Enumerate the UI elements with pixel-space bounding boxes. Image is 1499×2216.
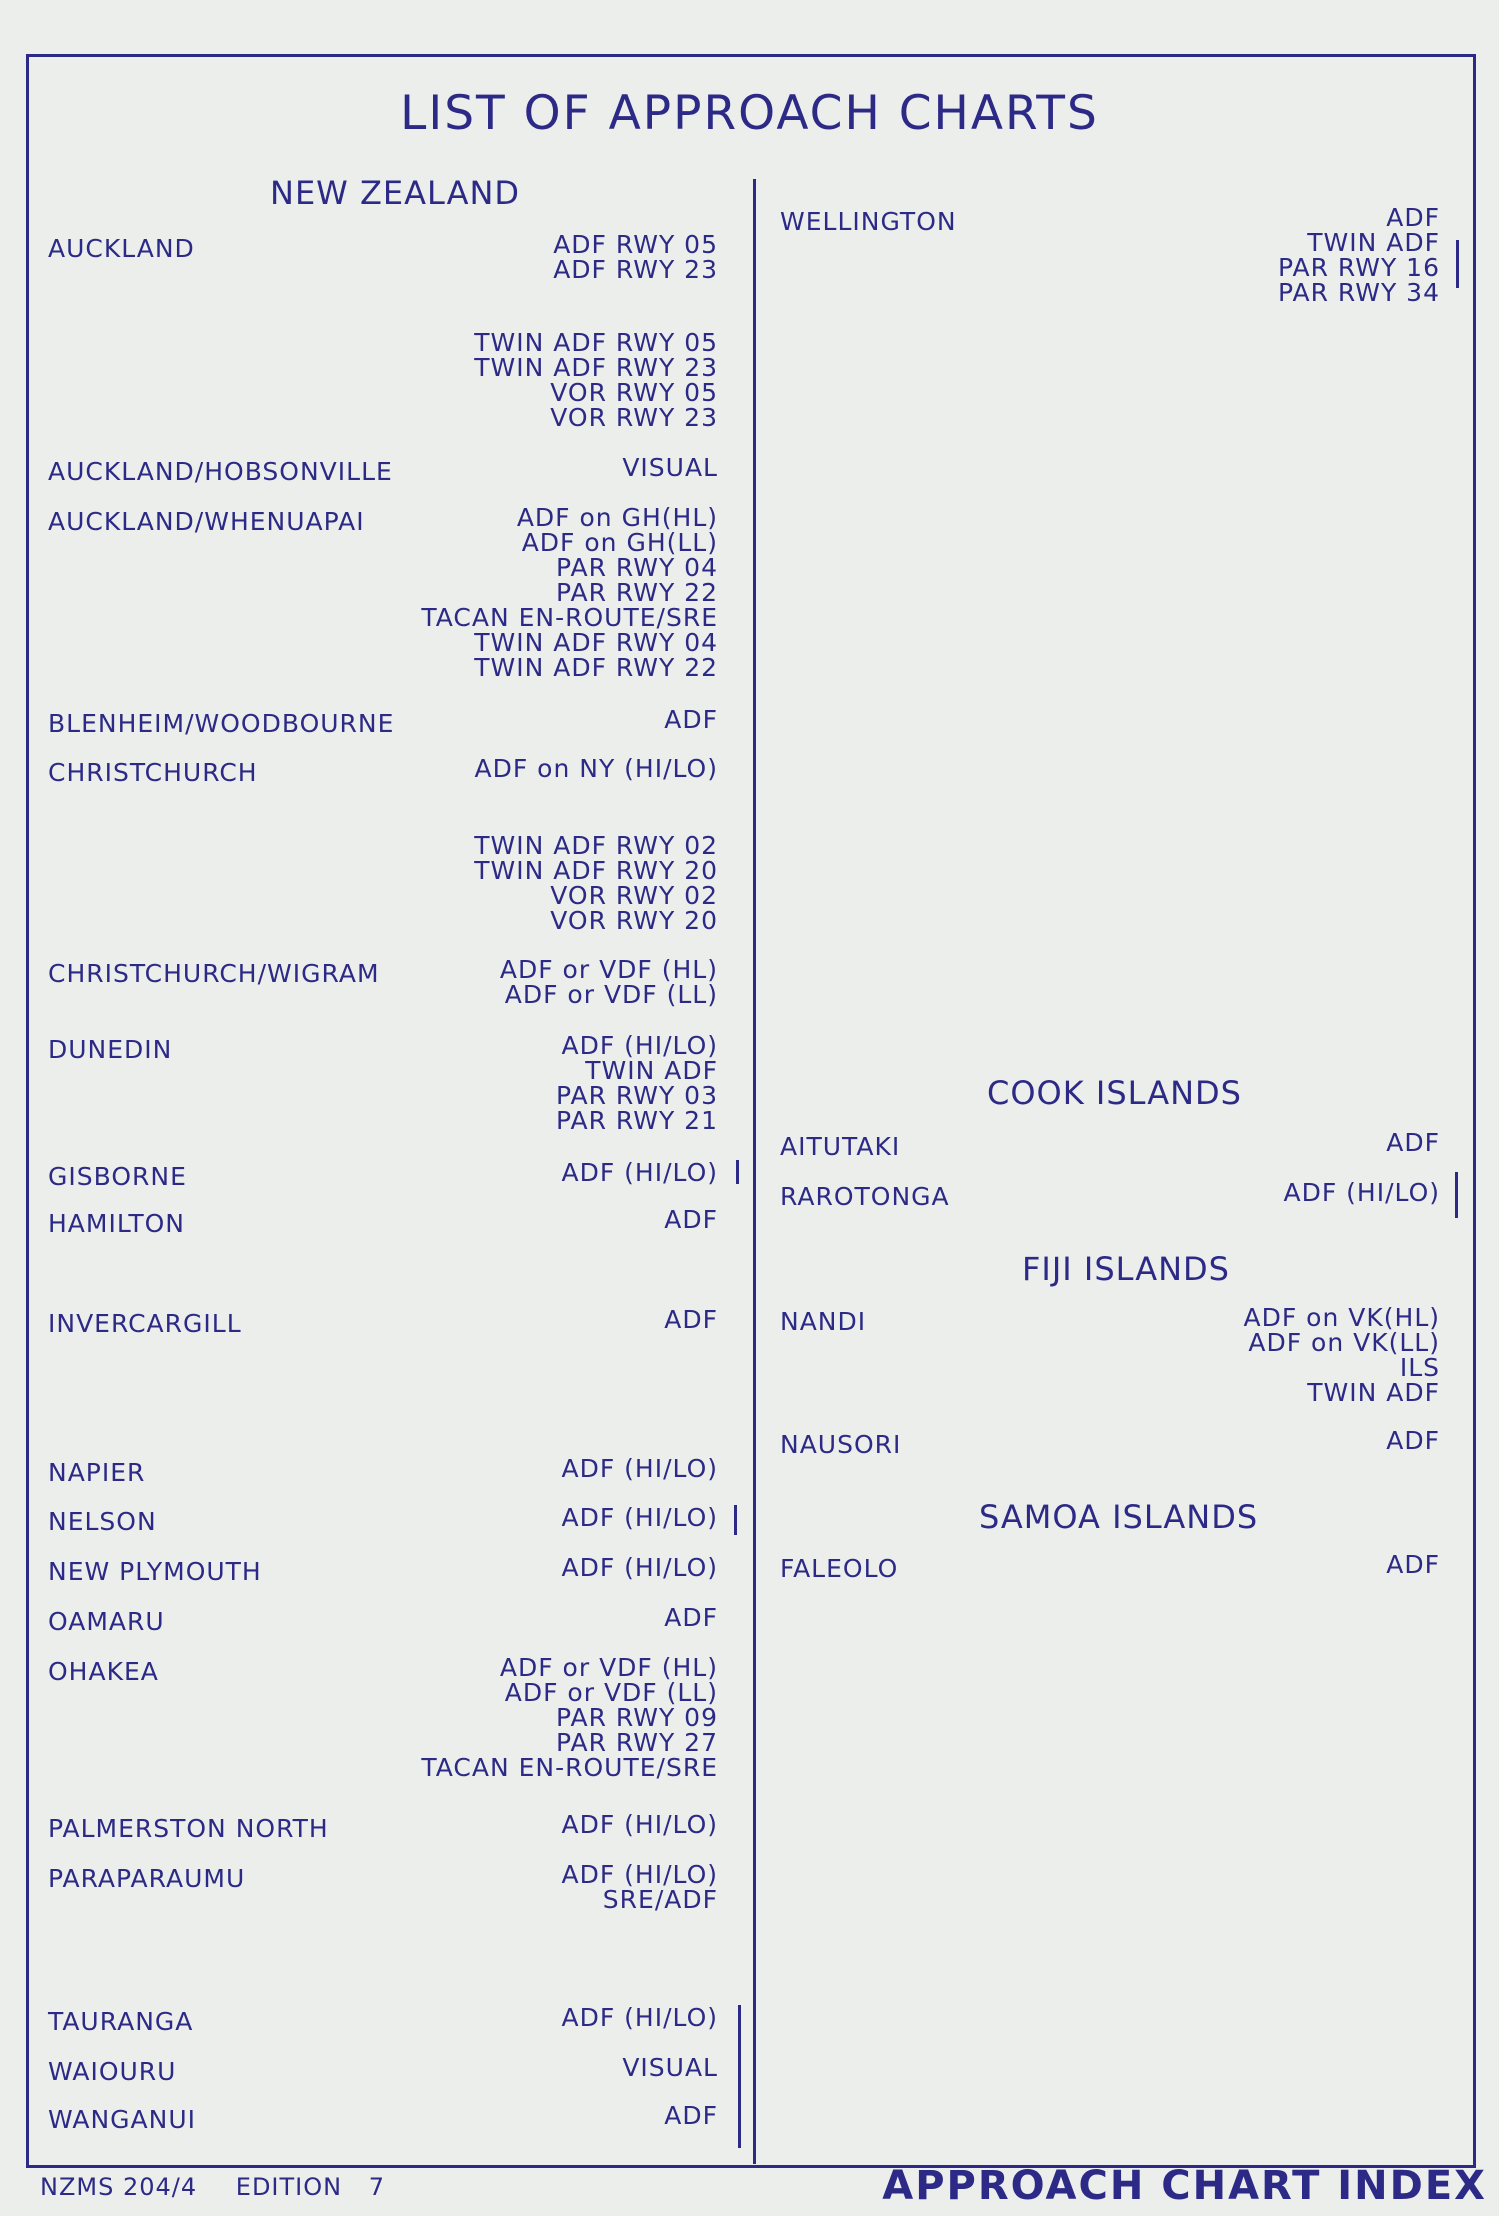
procedure-item: ADF RWY 05 [553, 230, 718, 259]
procedure-item: PAR RWY 16 [1277, 253, 1440, 282]
procedure-item: ADF [1386, 1128, 1440, 1157]
left-procedure-list [556, 1033, 718, 1133]
series-number: NZMS 204/4 [40, 2173, 198, 2201]
procedure-item: TWIN ADF [585, 1056, 718, 1085]
procedure-item: TWIN ADF RWY 20 [474, 856, 718, 885]
edition-label: EDITION [235, 2173, 343, 2201]
procedure-item: ADF [664, 1603, 718, 1632]
left-procedure-list [421, 505, 718, 680]
procedure-item: ADF [664, 705, 718, 734]
procedure-item: PAR RWY 34 [1277, 278, 1440, 307]
left-airport-name: WANGANUI [48, 2105, 197, 2134]
left-procedure-list [664, 707, 718, 732]
revision-bar-gisborne [736, 1160, 739, 1184]
page-title: LIST OF APPROACH CHARTS [400, 86, 1099, 141]
procedure-item: ADF (HI/LO) [561, 1553, 718, 1582]
left-airport-name: NEW PLYMOUTH [48, 1557, 262, 1586]
procedure-item: ADF on VK(HL) [1243, 1303, 1440, 1332]
left-procedure-list [553, 232, 718, 282]
procedure-item: ADF or VDF (HL) [499, 1653, 718, 1682]
procedure-item: ADF or VDF (HL) [499, 955, 718, 984]
procedure-item: ADF (HI/LO) [561, 2003, 718, 2032]
procedure-item: VISUAL [622, 453, 718, 482]
procedure-item: ADF [1386, 1550, 1440, 1579]
procedure-item: TWIN ADF [1307, 1378, 1440, 1407]
procedure-item: TWIN ADF RWY 05 [474, 328, 718, 357]
left-airport-name: TAURANGA [48, 2007, 194, 2036]
left-procedure-list [562, 1812, 719, 1837]
procedure-item: TWIN ADF RWY 04 [474, 628, 718, 657]
left-procedure-list [500, 957, 718, 1007]
section-samoa-islands: SAMOA ISLANDS [979, 1498, 1259, 1536]
left-airport-name: OHAKEA [48, 1657, 159, 1686]
procedure-item: VOR RWY 05 [550, 378, 718, 407]
procedure-item: ADF (HI/LO) [1283, 1178, 1440, 1207]
left-airport-name: PALMERSTON NORTH [48, 1814, 329, 1843]
left-procedure-list [474, 756, 718, 781]
right-airport-name: NAUSORI [780, 1430, 902, 1459]
index-title: APPROACH CHART INDEX [882, 2163, 1487, 2209]
right-procedure-list [1244, 1305, 1441, 1405]
procedure-item: ADF (HI/LO) [561, 1860, 718, 1889]
procedure-item: ADF (HI/LO) [561, 1158, 718, 1187]
procedure-item: VOR RWY 20 [550, 906, 718, 935]
left-procedure-list [562, 2005, 719, 2030]
procedure-item: TWIN ADF RWY 02 [474, 831, 718, 860]
procedure-item: PAR RWY 09 [555, 1703, 718, 1732]
procedure-item: PAR RWY 04 [555, 553, 718, 582]
page-border [26, 54, 1476, 2168]
left-procedure-list [562, 1456, 719, 1481]
procedure-item: ADF (HI/LO) [561, 1810, 718, 1839]
procedure-item: ADF (HI/LO) [561, 1031, 718, 1060]
left-procedure-list [421, 1655, 718, 1780]
left-procedure-list [664, 1605, 718, 1630]
left-airport-name: GISBORNE [48, 1162, 187, 1191]
procedure-item: ADF or VDF (LL) [504, 1678, 718, 1707]
left-airport-name: INVERCARGILL [48, 1309, 242, 1338]
column-divider [753, 179, 756, 2164]
procedure-item: ADF [1386, 1426, 1440, 1455]
revision-bar-tauranga-wanganui [738, 2005, 741, 2148]
left-procedure-list [664, 1307, 718, 1332]
procedure-item: ADF (HI/LO) [561, 1503, 718, 1532]
procedure-item: ADF [664, 1205, 718, 1234]
procedure-item: ADF (HI/LO) [561, 1454, 718, 1483]
section-fiji-islands: FIJI ISLANDS [1022, 1250, 1230, 1288]
procedure-item: ADF on GH(LL) [521, 528, 718, 557]
section-cook-islands: COOK ISLANDS [987, 1074, 1242, 1112]
left-procedure-list [664, 1207, 718, 1232]
left-procedure-list [474, 833, 718, 933]
procedure-item: PAR RWY 21 [555, 1106, 718, 1135]
left-procedure-list [622, 455, 718, 480]
procedure-item: PAR RWY 03 [555, 1081, 718, 1110]
left-airport-name: AUCKLAND/WHENUAPAI [48, 507, 365, 536]
procedure-item: TWIN ADF RWY 23 [474, 353, 718, 382]
edition-number: 7 [368, 2173, 386, 2201]
footer-series [40, 2173, 415, 2201]
right-airport-name: NANDI [780, 1307, 867, 1336]
procedure-item: ILS [1399, 1353, 1440, 1382]
left-airport-name: AUCKLAND [48, 234, 195, 263]
left-airport-name: CHRISTCHURCH/WIGRAM [48, 959, 380, 988]
left-airport-name: PARAPARAUMU [48, 1864, 246, 1893]
right-procedure-list [1386, 1130, 1440, 1155]
right-procedure-list [1386, 1428, 1440, 1453]
procedure-item: ADF [664, 2101, 718, 2130]
left-airport-name: OAMARU [48, 1607, 165, 1636]
left-airport-name: BLENHEIM/WOODBOURNE [48, 709, 395, 738]
procedure-item: VOR RWY 02 [550, 881, 718, 910]
right-procedure-list [1278, 205, 1440, 305]
left-airport-name: AUCKLAND/HOBSONVILLE [48, 457, 393, 486]
procedure-item: ADF or VDF (LL) [504, 980, 718, 1009]
right-airport-name: WELLINGTON [780, 207, 957, 236]
revision-bar-nelson [734, 1505, 737, 1535]
left-procedure-list [562, 1862, 719, 1912]
left-procedure-list [664, 2103, 718, 2128]
procedure-item: VISUAL [622, 2053, 718, 2082]
procedure-item: VOR RWY 23 [550, 403, 718, 432]
procedure-item: PAR RWY 22 [555, 578, 718, 607]
procedure-item: SRE/ADF [602, 1885, 718, 1914]
left-airport-name: NELSON [48, 1507, 157, 1536]
left-procedure-list [474, 330, 718, 430]
right-airport-name: AITUTAKI [780, 1132, 901, 1161]
procedure-item: TWIN ADF RWY 22 [474, 653, 718, 682]
left-airport-name: CHRISTCHURCH [48, 758, 258, 787]
procedure-item: TACAN EN-ROUTE/SRE [421, 1753, 718, 1782]
procedure-item: ADF on VK(LL) [1248, 1328, 1440, 1357]
procedure-item: ADF RWY 23 [553, 255, 718, 284]
revision-bar-rarotonga [1455, 1172, 1458, 1218]
procedure-item: TWIN ADF [1307, 228, 1440, 257]
right-procedure-list [1386, 1552, 1440, 1577]
procedure-item: ADF on NY (HI/LO) [474, 754, 718, 783]
left-airport-name: DUNEDIN [48, 1035, 173, 1064]
left-procedure-list [562, 1160, 719, 1185]
right-airport-name: RAROTONGA [780, 1182, 950, 1211]
section-new-zealand: NEW ZEALAND [270, 174, 521, 212]
left-procedure-list [622, 2055, 718, 2080]
left-procedure-list [562, 1505, 719, 1530]
procedure-item: ADF [1386, 203, 1440, 232]
left-airport-name: WAIOURU [48, 2057, 177, 2086]
left-procedure-list [562, 1555, 719, 1580]
procedure-item: TACAN EN-ROUTE/SRE [421, 603, 718, 632]
left-airport-name: HAMILTON [48, 1209, 185, 1238]
right-procedure-list [1284, 1180, 1441, 1205]
procedure-item: ADF [664, 1305, 718, 1334]
left-airport-name: NAPIER [48, 1458, 146, 1487]
procedure-item: PAR RWY 27 [555, 1728, 718, 1757]
right-airport-name: FALEOLO [780, 1554, 899, 1583]
procedure-item: ADF on GH(HL) [516, 503, 718, 532]
revision-bar-wellington [1456, 240, 1459, 288]
